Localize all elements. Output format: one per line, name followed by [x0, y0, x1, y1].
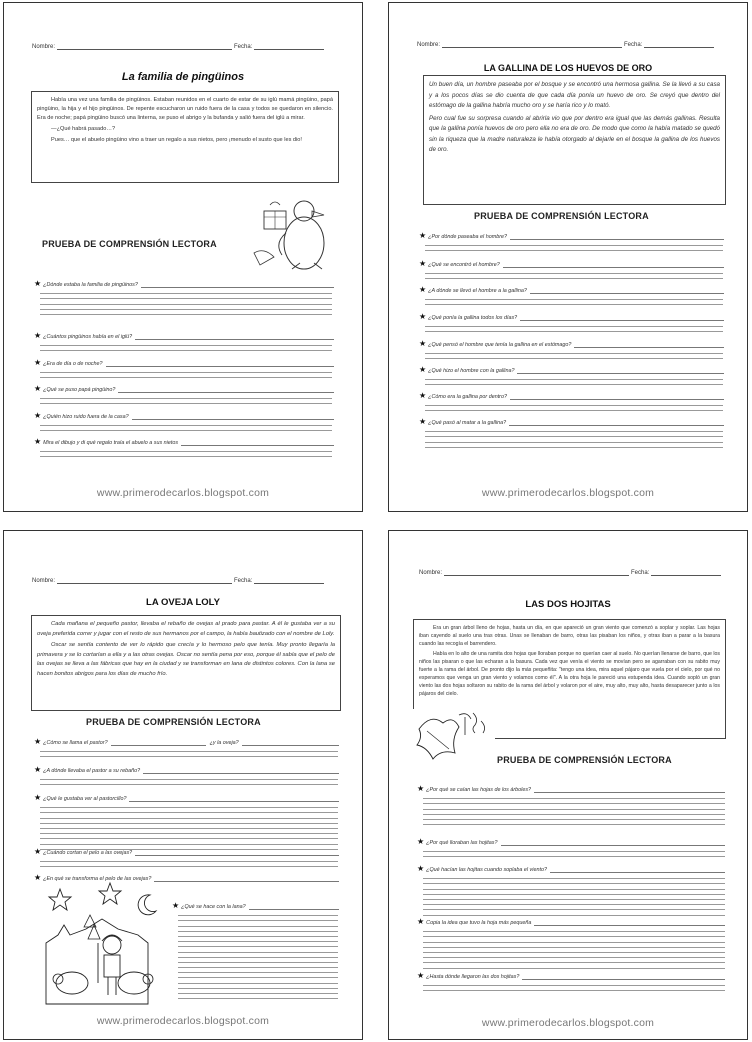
answer-line	[503, 262, 724, 268]
story-paragraph: Pues… que el abuelo pingüino vino a traer un regalo a sus nietos, pero ¡menudo el susto que les dio!	[51, 137, 302, 143]
question-text: ¿Qué pensó el hombre que tenía la gallina en el estómago?	[428, 342, 572, 348]
date-line	[254, 43, 324, 50]
answer-lines	[425, 349, 723, 359]
question	[34, 793, 339, 802]
answer-lines	[40, 747, 338, 757]
answer-line	[520, 315, 724, 321]
question	[419, 259, 724, 268]
name-label: Nombre:	[419, 570, 443, 576]
question	[419, 391, 724, 400]
answer-line	[517, 368, 724, 374]
question-text: ¿En qué se transforma el pelo de las ovejas?	[43, 876, 152, 882]
answer-lines	[40, 857, 338, 867]
penguin-grandfather-illustration	[244, 193, 339, 273]
question	[419, 417, 724, 426]
section-title: PRUEBA DE COMPRENSIÓN LECTORA	[42, 239, 217, 249]
answer-line	[550, 867, 725, 873]
name-line	[442, 41, 622, 48]
answer-lines	[40, 289, 332, 315]
question-text: ¿Quién hizo ruido fuera de la casa?	[43, 414, 129, 420]
question-text: ¿Qué se hace con la lana?	[181, 904, 246, 910]
question-text: Mira el dibujo y di qué regalo traía el abuelo a sus nietos	[43, 440, 179, 446]
answer-line	[574, 342, 724, 348]
question-text: ¿Qué hacían las hojitas cuando soplaba el viento?	[426, 867, 547, 873]
question	[419, 285, 724, 294]
answer-lines	[425, 295, 723, 305]
question	[34, 847, 339, 856]
star-icon: ★	[34, 765, 42, 774]
answer-line	[132, 414, 334, 420]
name-line	[444, 569, 629, 576]
question-text: ¿Qué se encontró el hombre?	[428, 262, 500, 268]
star-icon: ★	[34, 384, 42, 393]
question-text: ¿A dónde se llevó el hombre a la gallina?	[428, 288, 527, 294]
answer-line	[242, 740, 339, 746]
name-label: Nombre:	[32, 44, 56, 50]
question-text: Copia la idea que tuvo la hoja más pequeña	[426, 920, 532, 926]
question-text: ¿Por qué lloraban las hojitas?	[426, 840, 498, 846]
name-label: Nombre:	[32, 578, 56, 584]
star-icon: ★	[417, 784, 425, 793]
name-line	[57, 577, 232, 584]
section-title: PRUEBA DE COMPRENSIÓN LECTORA	[497, 755, 672, 765]
story-paragraph: Había una vez una familia de pingüinos. Estaban reunidos en el cuarto de estar de su iglú mamá pingüino, papá pingüino, la hija y el hijo pingüinos. De repente escucharon un ruido fuera de la casa y todos se quedaron en silencio. Era de noche; papá pingüino buscó una linterna, se puso el abrigo y la bufanda y salió fuera del iglú a mirar.	[37, 97, 333, 121]
footer-url: www.primerodecarlos.blogspot.com	[481, 487, 655, 499]
question-text: ¿Era de día o de noche?	[43, 361, 103, 367]
question	[34, 765, 339, 774]
question-text: ¿Qué se puso papá pingüino?	[43, 387, 116, 393]
story-title: LAS DOS HOJITAS	[525, 599, 611, 610]
story-box	[423, 75, 726, 205]
star-icon: ★	[34, 358, 42, 367]
story-paragraph: Oscar se sentía contento de ver lo rápido que crecía y lo hermoso pelo que tenía. Muy pronto llegaría la primavera y se lo cortarían a ella y a las otras ovejas. Oscar no sentía pena por eso, porque él sabía que el pelo de las ovejas se lleva a las fábricas que hay en la ciudad y se transforman en lana de distintos colores. Con la lana se hacen bonitos abrigos para los días de mucho frío.	[37, 642, 335, 677]
answer-lines	[40, 775, 338, 785]
name-label: Nombre:	[417, 42, 441, 48]
answer-line	[510, 394, 724, 400]
question	[419, 365, 724, 374]
answer-line	[111, 740, 206, 746]
question-text: ¿Por dónde paseaba el hombre?	[428, 234, 507, 240]
answer-lines	[425, 322, 723, 332]
answer-lines	[40, 394, 332, 404]
story-paragraph: Pero cual fue su sorpresa cuando al abrirla vio que por dentro era igual que las demás gallinas. Resulta que la gallina ponía huevos de oro pero ella no era de oro. De modo que como la había matado se quedó sin la riqueza que la madre naturaleza le había otorgado al dejarle en el bosque la gallina de los huevos de oro.	[429, 114, 720, 153]
star-icon: ★	[417, 971, 425, 980]
answer-line	[129, 796, 339, 802]
question-text: ¿Qué le gustaba ver al pastorcillo?	[43, 796, 127, 802]
answer-lines	[423, 794, 725, 825]
answer-lines	[40, 368, 332, 378]
answer-line	[522, 974, 725, 980]
date-line	[644, 41, 714, 48]
story-title: LA OVEJA LOLY	[146, 597, 220, 608]
star-icon: ★	[34, 793, 42, 802]
date-line	[254, 577, 324, 584]
date-label: Fecha:	[234, 578, 253, 584]
star-icon: ★	[419, 285, 427, 294]
section-title: PRUEBA DE COMPRENSIÓN LECTORA	[86, 717, 261, 727]
question-text: ¿Por qué se caían las hojas de los árboles?	[426, 787, 532, 793]
star-icon: ★	[34, 331, 42, 340]
name-line	[57, 43, 232, 50]
worksheet-golden-hen	[388, 2, 748, 512]
answer-lines	[425, 375, 723, 385]
question	[417, 917, 725, 926]
question	[34, 279, 334, 288]
star-icon: ★	[417, 917, 425, 926]
star-icon: ★	[419, 417, 427, 426]
answer-line	[135, 334, 334, 340]
answer-line	[501, 840, 726, 846]
date-label: Fecha:	[234, 44, 253, 50]
answer-lines	[425, 269, 723, 279]
answer-lines	[425, 427, 723, 448]
answer-lines	[178, 911, 338, 999]
answer-line	[106, 361, 334, 367]
name-date-row	[417, 41, 716, 48]
star-icon: ★	[172, 901, 180, 910]
question-text: ¿Cómo era la gallina por dentro?	[428, 394, 507, 400]
footer-url: www.primerodecarlos.blogspot.com	[96, 1015, 270, 1027]
star-icon: ★	[34, 279, 42, 288]
question	[172, 901, 339, 910]
answer-line	[135, 850, 339, 856]
story-paragraph: —¿Qué habrá pasado…?	[51, 126, 116, 132]
shepherd-sheep-illustration	[38, 879, 166, 1009]
answer-line	[154, 876, 339, 882]
question	[34, 411, 334, 420]
story-title: La familia de pingüinos	[121, 71, 245, 83]
story-paragraph: Era un gran árbol lleno de hojas, hasta un día, en que apareció un gran viento que comenzó a soplar y soplar. Las hojas iban cayendo al suelo una tras otras. Unas se llenaban de barro, otras las pisaban los niños, y otras iban a parar a la basura cuando las recogía el barrendero.	[419, 625, 720, 647]
worksheet-sheep-loly	[3, 530, 363, 1040]
name-date-row	[419, 569, 723, 576]
star-icon: ★	[419, 339, 427, 348]
question	[34, 384, 334, 393]
story-paragraph: Cada mañana el pequeño pastor, llevaba el rebaño de ovejas al prado para pastar. A él le gustaba ver a su oveja preferida correr y jugar con el resto de sus hermanos por el campo, la había bautizado con el nombre de Loly.	[37, 621, 335, 637]
question-text: ¿A dónde llevaba el pastor a su rebaño?	[43, 768, 141, 774]
star-icon: ★	[34, 437, 42, 446]
section-title: PRUEBA DE COMPRENSIÓN LECTORA	[474, 211, 649, 221]
footer-url: www.primerodecarlos.blogspot.com	[481, 1017, 655, 1029]
answer-line	[510, 234, 724, 240]
name-date-row	[32, 577, 326, 584]
answer-line	[534, 787, 725, 793]
worksheet-penguins	[3, 2, 363, 512]
leaves-illustration	[413, 709, 495, 765]
question-text: ¿Cuándo cortan el pelo a las ovejas?	[43, 850, 133, 856]
answer-lines	[423, 874, 725, 916]
answer-lines	[40, 447, 332, 457]
star-icon: ★	[34, 737, 42, 746]
date-line	[651, 569, 721, 576]
star-icon: ★	[34, 873, 42, 882]
footer-url: www.primerodecarlos.blogspot.com	[96, 487, 270, 499]
question-text: ¿Cuántos pingüinos había en el iglú?	[43, 334, 133, 340]
answer-line	[534, 920, 725, 926]
answer-line	[143, 768, 339, 774]
answer-lines	[40, 341, 332, 351]
question	[34, 437, 334, 446]
question-text: ¿Qué pasó al matar a la gallina?	[428, 420, 507, 426]
answer-lines	[423, 927, 725, 969]
question-text: ¿Qué hizo el hombre con la gallina?	[428, 368, 515, 374]
question	[34, 358, 334, 367]
worksheet-two-leaves	[388, 530, 748, 1040]
star-icon: ★	[419, 312, 427, 321]
answer-line	[141, 282, 334, 288]
story-box	[31, 615, 341, 711]
answer-line	[509, 420, 724, 426]
story-box	[31, 91, 339, 183]
question	[417, 971, 725, 980]
answer-lines	[423, 847, 725, 857]
question-text: ¿Cómo se llama el pastor?	[43, 740, 108, 746]
star-icon: ★	[419, 391, 427, 400]
question-text: ¿Dónde estaba la familia de pingüinos?	[43, 282, 138, 288]
date-label: Fecha:	[631, 570, 650, 576]
answer-line	[530, 288, 724, 294]
question-text: ¿Hasta dónde llegaron las dos hojitas?	[426, 974, 520, 980]
name-date-row	[32, 43, 326, 50]
star-icon: ★	[417, 864, 425, 873]
star-icon: ★	[34, 411, 42, 420]
story-paragraph: Un buen día, un hombre paseaba por el bosque y se encontró una hermosa gallina. Se la llevó a su casa y a los pocos días se dio cuenta de que cada día ponía un huevo de oro. Se creyó que dentro del estómago de la gallina habría mucho oro y se haría rico y lo mató.	[429, 81, 720, 109]
answer-line	[118, 387, 334, 393]
question-text: ¿Qué ponía la gallina todos los días?	[428, 315, 518, 321]
question	[417, 864, 725, 873]
star-icon: ★	[419, 259, 427, 268]
star-icon: ★	[417, 837, 425, 846]
answer-lines	[40, 803, 338, 850]
question	[419, 339, 724, 348]
story-title: LA GALLINA DE LOS HUEVOS DE ORO	[483, 63, 653, 73]
question	[419, 312, 724, 321]
story-paragraph: Había en lo alto de una ramita dos hojas que lloraban porque no querían caer al suelo. No querían llenarse de barro, que los niños las pisaran o que las echaran a la basura. Cada vez que venía el viento se movían pero se agarraban con su rabito muy fuerte a la rama del árbol. De pronto dijo la más pequeñita: "tengo una idea, mira aquel pájaro que vuela por el cielo, por qué no esperamos que venga un gran viento y volamos como él". A la otra hoja le pareció una estupenda idea. Cuando sopló un gran viento las dos hojas soltaron su rabito de la rama del árbol y volaron por el aire, muy alto, muy alto, hasta desaparecer junto a los pájaros del cielo.	[419, 651, 720, 697]
question	[417, 837, 725, 846]
question-text: ¿y la oveja?	[209, 740, 239, 746]
question	[34, 331, 334, 340]
question	[34, 737, 339, 746]
star-icon: ★	[34, 847, 42, 856]
answer-lines	[425, 241, 723, 251]
star-icon: ★	[419, 231, 427, 240]
answer-lines	[423, 981, 725, 991]
date-label: Fecha:	[624, 42, 643, 48]
answer-line	[249, 904, 339, 910]
question	[417, 784, 725, 793]
answer-lines	[40, 421, 332, 431]
answer-lines	[425, 401, 723, 411]
star-icon: ★	[419, 365, 427, 374]
question	[419, 231, 724, 240]
answer-line	[181, 440, 334, 446]
